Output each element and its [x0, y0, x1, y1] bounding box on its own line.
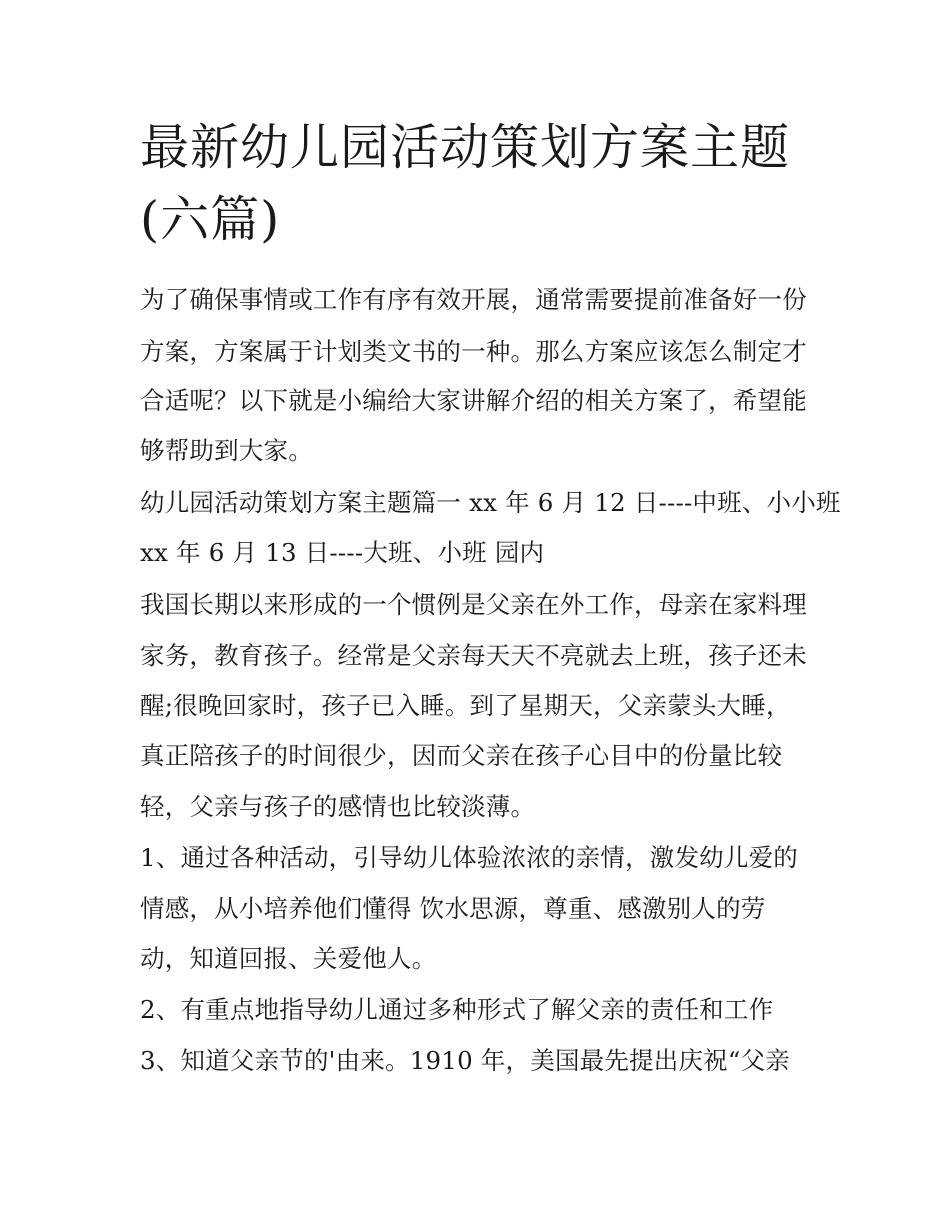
- body-line-4: 真正陪孩子的时间很少，因而父亲在孩子心目中的份量比较: [140, 741, 783, 770]
- body-line-5: 轻，父亲与孩子的感情也比较淡薄。: [140, 792, 536, 821]
- goal-1-line-1: 1、通过各种活动，引导幼儿体验浓浓的亲情，激发幼儿爱的: [140, 843, 798, 872]
- intro-line-3: 合适呢？以下就是小编给大家讲解介绍的相关方案了，希望能: [140, 386, 807, 415]
- goal-1-line-2: 情感，从小培养他们懂得 饮水思源，尊重、感激别人的劳: [140, 894, 766, 923]
- intro-line-2: 方案，方案属于计划类文书的一种。那么方案应该怎么制定才: [140, 337, 807, 366]
- section-heading-line-1: 幼儿园活动策划方案主题篇一 xx 年 6 月 12 日----中班、小小班: [140, 488, 841, 517]
- title-line-2: (六篇): [140, 191, 281, 248]
- body-line-3: 醒;很晚回家时，孩子已入睡。到了星期天，父亲蒙头大睡，: [140, 691, 791, 720]
- title-line-1: 最新幼儿园活动策划方案主题: [140, 119, 791, 176]
- goal-2-line: 2、有重点地指导幼儿通过多种形式了解父亲的责任和工作: [140, 995, 774, 1024]
- intro-line-4: 够帮助到大家。: [140, 436, 313, 465]
- goal-3-line: 3、知道父亲节的'由来。1910 年，美国最先提出庆祝“父亲: [140, 1046, 790, 1075]
- section-heading-line-2: xx 年 6 月 13 日----大班、小班 园内: [140, 538, 545, 567]
- body-line-1: 我国长期以来形成的一个惯例是父亲在外工作，母亲在家料理: [140, 590, 807, 619]
- document-title: [140, 112, 820, 256]
- body-line-2: 家务，教育孩子。经常是父亲每天天不亮就去上班，孩子还未: [140, 641, 807, 670]
- goal-1-line-3: 动，知道回报、关爱他人。: [140, 944, 437, 973]
- intro-line-1: 为了确保事情或工作有序有效开展，通常需要提前准备好一份: [140, 285, 807, 314]
